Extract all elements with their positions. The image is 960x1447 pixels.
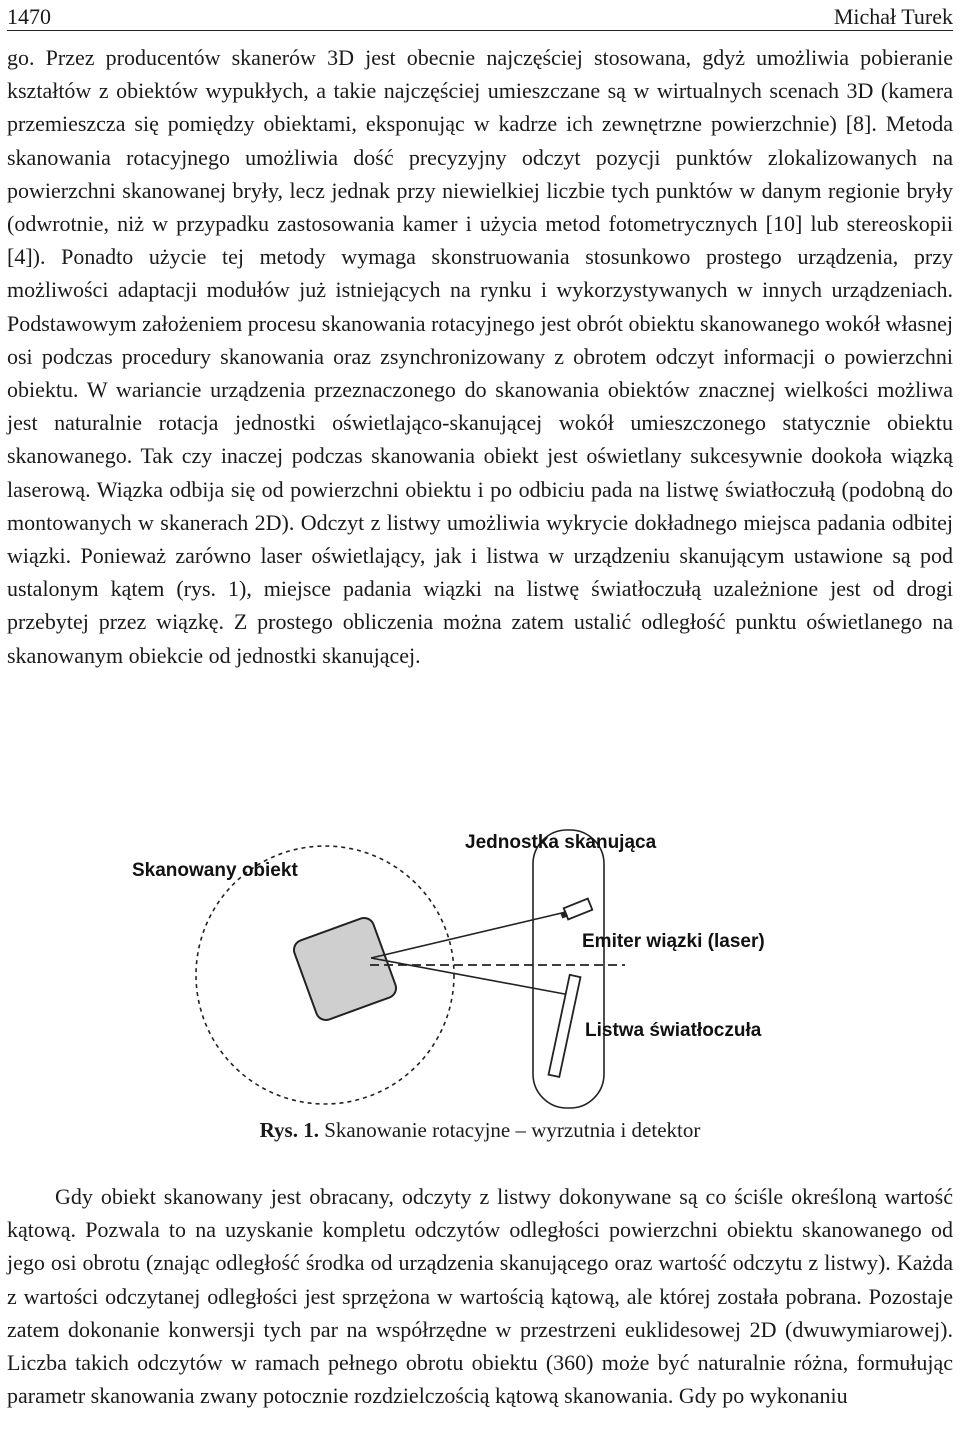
label-laser-emitter: Emiter wiązki (laser) xyxy=(582,931,765,952)
scanned-object-shape xyxy=(291,915,399,1023)
caption-label: Rys. 1. xyxy=(259,1118,319,1142)
scanning-unit-box xyxy=(533,830,604,1108)
figure-caption xyxy=(0,1116,960,1144)
body-paragraph-1: go. Przez producentów skanerów 3D jest obecnie najczęściej stosowana, gdyż umożliwia pobieranie kształtów z obiektów wypukłych, a takie najczęściej umieszczane są w wirtualnych scenach 3D (kamera przemieszcza się pomiędzy obiektami, eksponując w kadrze ich zewnętrzne powierzchnie) [8]. Metoda skanowania rotacyjnego umożliwia dość precyzyjny odczyt pozycji punktów zlokalizowanych na powierzchni skanowanej bryły, lecz jednak przy niewielkiej liczbie tych punktów w danym regionie bryły (odwrotnie, niż w przypadku zastosowania kamer i użycia metod fotometrycznych [10] lub stereoskopii [4]). Ponadto użycie tej metody wymaga skonstruowania stosunkowo prostego urządzenia, przy możliwości adaptacji modułów już istniejących na rynku i wykorzystywanych w innych urządzeniach. Podstawowym założeniem procesu skanowania rotacyjnego jest obrót obiektu skanowanego wokół własnej osi podczas procedury skanowania oraz zsynchronizowany z obrotem odczyt informacji o powierzchni obiektu. W wariancie urządzenia przeznaczonego do skanowania obiektów znacznej wielkości możliwa jest naturalnie rotacja jednostki oświetlająco-skanującej wokół umieszczonego statycznie obiektu skanowanego. Tak czy inaczej podczas skanowania obiekt jest oświetlany sukcesywnie dookoła wiązką laserową. Wiązka odbija się od powierzchni obiektu i po odbiciu pada na listwę światłoczułą (podobną do montowanych w skanerach 2D). Odczyt z listwy umożliwia wykrycie dokładnego miejsca padania odbitej wiązki. Ponieważ zarówno laser oświetlający, jak i listwa w urządzeniu skanującym ustawione są pod ustalonym kątem (rys. 1), miejsce padania wiązki na listwę światłoczułą uzależnione jest od drogi przebytej przez wiązkę. Z prostego obliczenia można zatem ustalić odległość punktu oświetlanego na skanowanym obiekcie od jednostki skanującej. xyxy=(7,45,953,668)
label-scanning-unit: Jednostka skanująca xyxy=(465,832,657,853)
reflected-beam xyxy=(371,958,570,995)
running-author: Michał Turek xyxy=(833,4,953,29)
caption-text: Skanowanie rotacyjne – wyrzutnia i detektor xyxy=(324,1118,701,1142)
body-paragraph-2: Gdy obiekt skanowany jest obracany, odczyty z listwy dokonywane są co ściśle określoną wartość kątową. Pozwala to na uzyskanie kompletu odczytów odległości powierzchni obiektu skanowanego od jego osi obrotu (znając odległość środka od urządzenia skanującego oraz wartość odczytu z listwy). Każda z wartości odczytanej odległości jest sprzężona w wartością kątową, ale której została pobrana. Pozostaje zatem dokonanie konwersji tych par na współrzędne w przestrzeni euklidesowej 2D (dwuwymiarowej). Liczba takich odczytów w ramach pełnego obrotu obiektu (360) może być naturalnie różna, formułując parametr skanowania zwany potocznie rozdzielczością kątową skanowania. Gdy po wykonaniu xyxy=(7,1184,953,1409)
figure-rotational-scanning xyxy=(120,822,820,1112)
label-sensor-strip: Listwa światłoczuła xyxy=(585,1020,762,1041)
sensor-strip xyxy=(549,975,581,1077)
laser-emitter xyxy=(564,899,593,920)
page-number: 1470 xyxy=(7,4,51,29)
label-scanned-object: Skanowany obiekt xyxy=(132,860,298,881)
page-header xyxy=(7,0,953,31)
scanning-diagram xyxy=(120,822,820,1112)
laser-beam xyxy=(371,912,566,958)
